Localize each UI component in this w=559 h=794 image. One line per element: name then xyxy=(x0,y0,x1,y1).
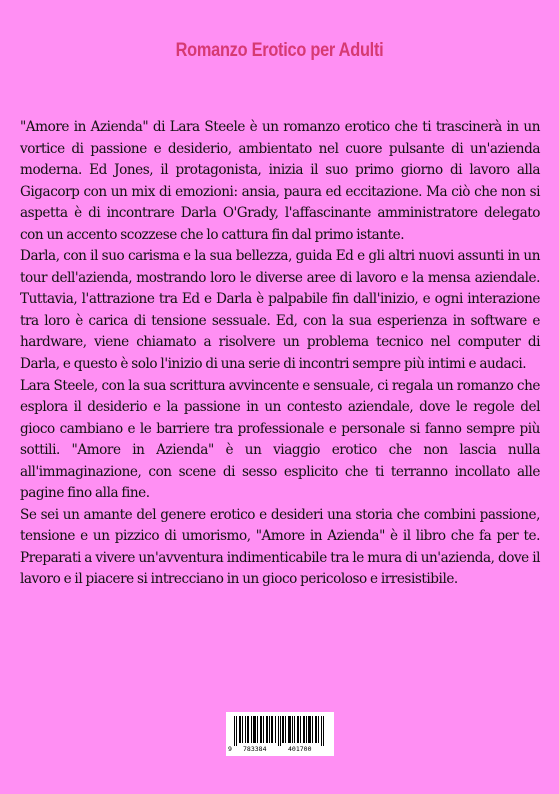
barcode-left-digits: 783384 xyxy=(243,745,267,753)
synopsis-paragraph: Lara Steele, con la sua scrittura avvincente e sensuale, ci regala un romanzo che esplora il desiderio e la passione in un contesto aziendale, dove le regole del gioco cambiano e le barriere tra professionale e personale si fanno sempre più sottili. "Amore in Azienda" è un viaggio erotico che non lascia nulla all'immaginazione, con scene di sesso esplicito che ti terranno incollato alle pagine fino alla fine. xyxy=(20,377,540,502)
synopsis-paragraph: "Amore in Azienda" di Lara Steele è un romanzo erotico che ti trascinerà in un vortice di passione e desiderio, ambientato nel cuore pulsante di un'azienda moderna. Ed Jones, il protagonista, inizia il suo primo giorno di lavoro alla Gigacorp con un mix di emozioni: ansia, paura ed eccitazione. Ma ciò che non si aspetta è di incontrare Darla O'Grady, l'affascinante amministratore delegato con un accento scozzese che lo cattura fin dal primo istante. xyxy=(20,119,540,243)
barcode-right-digits: 401700 xyxy=(288,745,312,753)
synopsis-paragraph: Darla, con il suo carisma e la sua bellezza, guida Ed e gli altri nuovi assunti in un tour dell'azienda, mostrando loro le diverse aree di lavoro e la mensa aziendale. Tuttavia, l'attrazione tra Ed e Darla è palpabile fin dall'inizio, e ogni interazione tra loro è carica di tensione sessuale. Ed, con la sua esperienza in software e hardware, viene chiamato a risolvere un problema tecnico nel computer di Darla, e questo è solo l'inizio di una serie di incontri sempre più intimi e audaci. xyxy=(20,248,540,373)
barcode-bars-icon xyxy=(232,716,328,746)
cover-heading: Romanzo Erotico per Adulti xyxy=(175,40,384,61)
barcode-lead-digit: 9 xyxy=(228,745,232,753)
isbn-barcode xyxy=(226,712,334,756)
synopsis xyxy=(20,117,540,591)
synopsis-paragraph: Se sei un amante del genere erotico e desideri una storia che combini passione, tensione e un pizzico di umorismo, "Amore in Azienda" è il libro che fa per te. Preparati a vivere un'avventura indimenticabile tra le mura di un'azienda, dove il lavoro e il piacere si intrecciano in un gioco pericoloso e irresistibile. xyxy=(20,506,540,588)
